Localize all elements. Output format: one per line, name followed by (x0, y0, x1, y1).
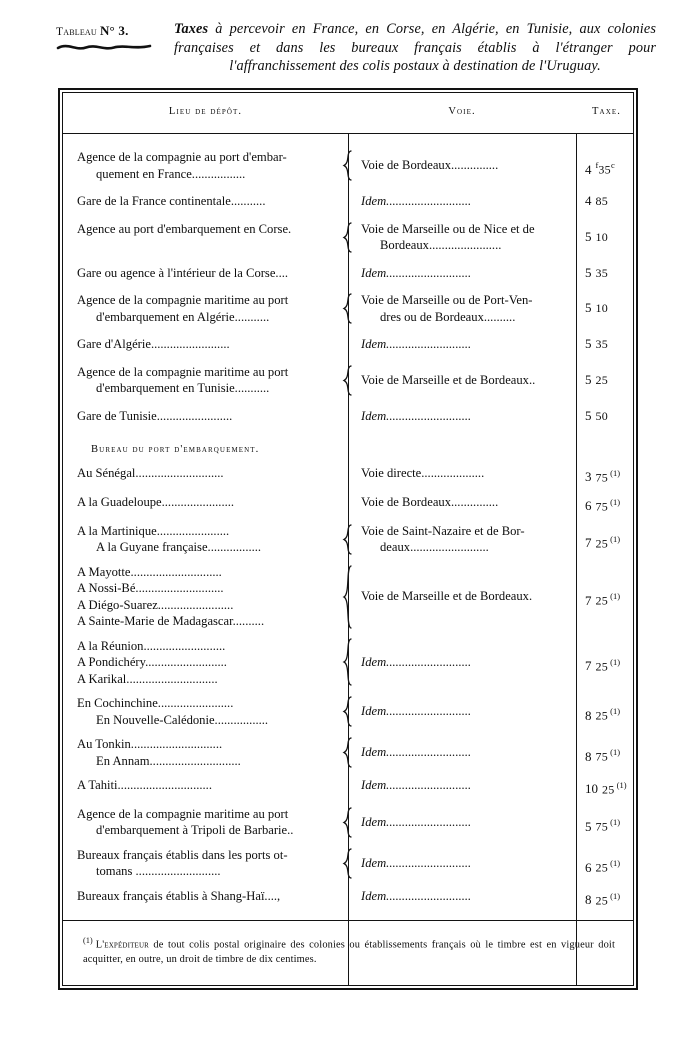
caption-text-rest: à percevoir en France, en Corse, en Algérie, en Tunisie, aux colonies françaises et dans les bureaux français établis à l'étranger pour l'affranchissement des colis postaux à destination de l'Uruguay. (174, 21, 656, 74)
taxe-value: 5 10 (585, 300, 609, 316)
table-row (63, 149, 633, 182)
cell-voie (348, 364, 576, 397)
swash-rule-icon (56, 41, 152, 53)
lieu-line: A la Guadeloupe....................... (77, 494, 235, 509)
table-row (63, 736, 633, 769)
voie-line: Voie de Marseille ou de Nice et de (361, 221, 535, 236)
voie-line: Voie de Saint-Nazaire et de Bor- (361, 523, 525, 538)
row-spacer (63, 798, 633, 806)
taxe-value: 4 $^f$35$^c$ (585, 160, 615, 177)
voie-line: Idem........................... (361, 265, 472, 280)
row-spacer (63, 281, 633, 292)
row-spacer (63, 254, 633, 265)
cell-voie (348, 292, 576, 325)
table-rows-metropole (63, 149, 633, 424)
cell-voie (348, 806, 576, 839)
column-header-taxe: Taxe. (592, 106, 621, 117)
table-row (63, 777, 633, 798)
taxe-value: 5 75 $^{(1)}$ (585, 817, 621, 834)
table-row (63, 523, 633, 556)
taxe-value: 10 25 $^{(1)}$ (585, 780, 627, 797)
cell-voie (348, 777, 576, 798)
lieu-line: Gare d'Algérie......................... (77, 337, 230, 351)
cell-lieu-de-depot (63, 292, 348, 325)
caption-label-block (56, 20, 174, 53)
table-row (63, 638, 633, 688)
voie-line: Idem........................... (361, 778, 472, 793)
cell-voie (348, 465, 576, 486)
cell-voie (348, 149, 576, 182)
voie-line: Voie de Bordeaux............... (361, 494, 499, 509)
table-row (63, 408, 633, 425)
row-spacer (63, 210, 633, 221)
lieu-line: d'embarquement à Tripoli de Barbarie.. (96, 823, 294, 838)
cell-lieu-de-depot (63, 364, 348, 397)
lieu-line: A la Martinique....................... (77, 523, 230, 538)
table-row (63, 292, 633, 325)
row-spacer (63, 325, 633, 336)
table-body (63, 134, 633, 985)
lieu-line: Gare de la France continentale........... (77, 194, 266, 208)
row-spacer (63, 486, 633, 494)
voie-line: Idem........................... (361, 745, 472, 760)
row-spacer (63, 880, 633, 888)
voie-line: dres ou de Bordeaux.......... (380, 309, 516, 324)
lieu-line: A Nossi-Bé............................ (77, 581, 224, 596)
cell-lieu-de-depot (63, 336, 348, 353)
row-spacer (63, 556, 633, 564)
taxe-value: 8 25 $^{(1)}$ (585, 706, 621, 723)
cell-taxe (576, 638, 633, 688)
cell-lieu-de-depot (63, 221, 348, 254)
lieu-line: Agence au port d'embarquement en Corse. (77, 221, 292, 236)
cell-taxe (576, 806, 633, 839)
section-heading-bureau: Bureau du port d'embarquement. (91, 444, 260, 455)
lieu-line: En Nouvelle-Calédonie................. (96, 712, 269, 727)
table-row (63, 806, 633, 839)
taxe-value: 8 25 $^{(1)}$ (585, 890, 621, 908)
lieu-line: tomans ........................... (96, 864, 221, 879)
cell-taxe (576, 888, 633, 909)
taxe-value: 8 75 $^{(1)}$ (585, 747, 621, 764)
voie-line: Voie de Bordeaux............... (361, 158, 499, 173)
cell-lieu-de-depot (63, 695, 348, 728)
cell-voie (348, 847, 576, 880)
row-spacer (63, 182, 633, 193)
cell-taxe (576, 736, 633, 769)
table-footnote (63, 925, 633, 977)
lieu-line: Gare de Tunisie........................ (77, 408, 233, 423)
cell-taxe (576, 465, 633, 486)
cell-lieu-de-depot (63, 638, 348, 688)
lieu-line: Agence de la compagnie maritime au port (77, 293, 289, 307)
lieu-line: Agence de la compagnie maritime au port (77, 364, 289, 379)
table-rows-colonies (63, 465, 633, 909)
lieu-line: d'embarquement en Algérie........... (96, 309, 270, 324)
row-spacer (63, 728, 633, 736)
table-row (63, 265, 633, 282)
cell-voie (348, 494, 576, 515)
cell-lieu-de-depot (63, 465, 348, 486)
taxe-value: 6 25 $^{(1)}$ (585, 858, 621, 875)
voie-line: Idem........................... (361, 704, 472, 719)
cell-taxe (576, 408, 633, 425)
voie-line: Idem........................... (361, 856, 472, 871)
caption-label-number: N° 3. (99, 23, 129, 38)
voie-line: Idem........................... (361, 815, 472, 830)
voie-line: Voie de Marseille et de Bordeaux.. (361, 372, 536, 387)
voie-line: Bordeaux....................... (380, 238, 502, 252)
cell-lieu-de-depot (63, 777, 348, 798)
cell-taxe (576, 221, 633, 254)
lieu-line: Au Tonkin............................. (77, 737, 223, 752)
table-frame-inner (62, 92, 634, 986)
cell-lieu-de-depot (63, 736, 348, 769)
cell-voie (348, 523, 576, 556)
lieu-line: Bureaux français établis à Shang-Haï...., (77, 888, 281, 903)
table-row (63, 695, 633, 728)
table-number-label (56, 23, 174, 39)
voie-line: Voie directe.................... (361, 466, 485, 480)
taxe-value: 7 25 $^{(1)}$ (585, 657, 621, 674)
taxe-value: 5 10 (585, 228, 609, 244)
taxe-value: 7 25 $^{(1)}$ (585, 533, 621, 551)
table-header-row (63, 93, 633, 134)
cell-voie (348, 265, 576, 282)
lieu-line: A Pondichéry.......................... (77, 655, 227, 670)
cell-lieu-de-depot (63, 523, 348, 556)
row-spacer (63, 630, 633, 638)
table-frame (58, 88, 638, 990)
table-row (63, 888, 633, 909)
taxe-value: 5 35 (585, 336, 609, 351)
footnote-marker: (1) (83, 936, 93, 945)
table-row (63, 364, 633, 397)
voie-line: Voie de Marseille et de Bordeaux. (361, 589, 533, 604)
cell-taxe (576, 523, 633, 556)
cell-lieu-de-depot (63, 265, 348, 282)
cell-voie (348, 638, 576, 688)
cell-voie (348, 221, 576, 254)
taxe-value: 4 85 (585, 193, 609, 208)
cell-voie (348, 193, 576, 210)
footnote-lead: L'expéditeur (95, 939, 149, 951)
taxe-value: 5 50 (585, 407, 609, 423)
table-row (63, 465, 633, 486)
taxe-value: 7 25 $^{(1)}$ (585, 591, 621, 608)
cell-voie (348, 695, 576, 728)
cell-taxe (576, 564, 633, 630)
row-spacer (63, 687, 633, 695)
lieu-line: quement en France................. (96, 166, 246, 181)
table-caption (56, 20, 656, 76)
row-spacer (63, 769, 633, 777)
cell-voie (348, 736, 576, 769)
taxe-value: 3 75 $^{(1)}$ (585, 468, 621, 485)
table-row (63, 564, 633, 630)
voie-line: Idem........................... (361, 655, 472, 670)
voie-line: Voie de Marseille ou de Port-Ven- (361, 293, 533, 307)
section-heading-row (63, 424, 633, 465)
table-row (63, 193, 633, 210)
cell-lieu-de-depot (63, 847, 348, 880)
taxe-value: 5 35 (585, 264, 609, 280)
lieu-line: Gare ou agence à l'intérieur de la Corse.... (77, 265, 289, 280)
caption-label-prefix: Tableau (56, 26, 97, 38)
cell-voie (348, 564, 576, 630)
cell-lieu-de-depot (63, 408, 348, 425)
cell-taxe (576, 364, 633, 397)
cell-taxe (576, 265, 633, 282)
cell-taxe (576, 494, 633, 515)
lieu-line: Agence de la compagnie au port d'embar- (77, 150, 287, 164)
cell-voie (348, 336, 576, 353)
cell-lieu-de-depot (63, 494, 348, 515)
lieu-line: Agence de la compagnie maritime au port (77, 806, 289, 821)
cell-taxe (576, 193, 633, 210)
cell-lieu-de-depot (63, 149, 348, 182)
cell-lieu-de-depot (63, 193, 348, 210)
row-spacer (63, 515, 633, 523)
cell-taxe (576, 695, 633, 728)
row-spacer (63, 353, 633, 364)
table-row (63, 494, 633, 515)
voie-line: deaux......................... (380, 540, 489, 555)
lieu-line: A Diégo-Suarez........................ (77, 597, 234, 612)
row-spacer (63, 839, 633, 847)
cell-taxe (576, 149, 633, 182)
table-row (63, 847, 633, 880)
taxe-value: 6 75 $^{(1)}$ (585, 496, 621, 514)
lieu-line: d'embarquement en Tunisie........... (96, 381, 270, 395)
table-row (63, 221, 633, 254)
voie-line: Idem........................... (361, 888, 472, 903)
footnote-separator (63, 920, 633, 921)
lieu-line: A la Réunion.......................... (77, 638, 226, 653)
voie-line: Idem........................... (361, 337, 472, 351)
lieu-line: Au Sénégal............................ (77, 466, 224, 480)
lieu-line: A Mayotte............................. (77, 564, 222, 579)
lieu-line: A Tahiti.............................. (77, 778, 212, 793)
footnote-text: de tout colis postal originaire des colonies ou établissements français où le timbre est en vigueur doit acquitter, en outre, un droit de timbre de dix centimes. (83, 939, 615, 966)
voie-line: Idem........................... (361, 194, 472, 208)
table-row (63, 336, 633, 353)
lieu-line: A Sainte-Marie de Madagascar.......... (77, 614, 265, 629)
cell-voie (348, 888, 576, 909)
taxe-value: 5 25 (585, 371, 609, 387)
caption-text-lead: Taxes (174, 21, 209, 37)
cell-taxe (576, 292, 633, 325)
cell-voie (348, 408, 576, 425)
cell-taxe (576, 847, 633, 880)
caption-text (174, 20, 656, 76)
row-spacer (63, 397, 633, 408)
lieu-line: En Cochinchine........................ (77, 696, 234, 711)
cell-lieu-de-depot (63, 888, 348, 909)
body-top-spacer (63, 134, 633, 149)
lieu-line: A Karikal............................. (77, 671, 218, 686)
cell-lieu-de-depot (63, 564, 348, 630)
lieu-line: A la Guyane française................. (96, 540, 262, 555)
cell-taxe (576, 777, 633, 798)
lieu-line: Bureaux français établis dans les ports ot- (77, 847, 288, 862)
voie-line: Idem........................... (361, 408, 472, 423)
cell-lieu-de-depot (63, 806, 348, 839)
lieu-line: En Annam............................. (96, 753, 241, 768)
column-header-lieu: Lieu de dépôt. (168, 106, 243, 117)
column-header-voie: Voie. (448, 106, 476, 117)
cell-taxe (576, 336, 633, 353)
